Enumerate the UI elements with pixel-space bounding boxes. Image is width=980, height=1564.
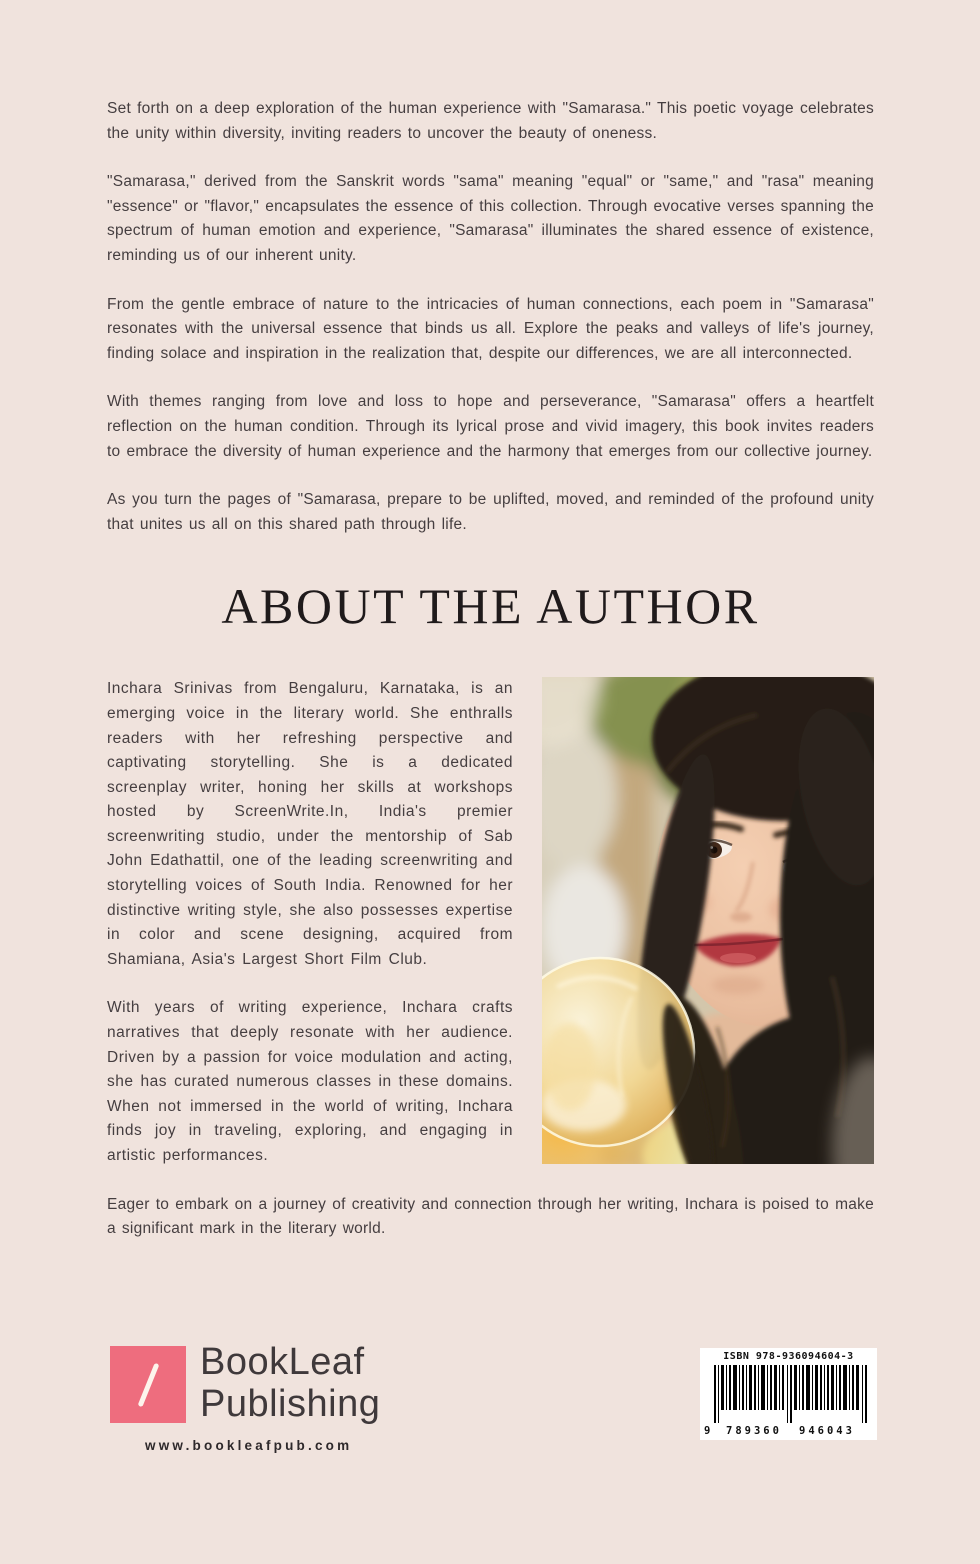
about-the-author-heading: ABOUT THE AUTHOR [221,578,760,635]
synopsis-paragraph: From the gentle embrace of nature to the intricacies of human connections, each poem in "Samarasa" resonates with the universal essence that binds us all. Explore the peaks and valleys of life's journey, finding solace and inspiration in the realization that, despite our differences, we are all interconnected. [107,295,874,362]
bio-paragraph: With years of writing experience, Inchara crafts narratives that deeply resonate with her audience. Driven by a passion for voice modulation and acting, she has curated numerous classes in these domains. When not immersed in the world of writing, Inchara finds joy in traveling, exploring, and engaging in artistic performances. [107,999,513,1164]
barcode-digits-group1: 789360 [726,1425,782,1437]
bookleaf-logo-mark [110,1346,186,1423]
publisher-name-line2: Publishing [200,1383,381,1425]
isbn-number: ISBN 978-936094604-3 [723,1351,854,1362]
synopsis-paragraph: "Samarasa," derived from the Sanskrit words "sama" meaning "equal" or "same," and "rasa" meaning "essence" or "flavor," encapsulates the essence of this collection. Through evocative verses spanning the spectrum of human emotion and experience, "Samarasa" illuminates the shared essence of existence, reminding us of our inherent unity. [107,173,874,264]
bio-paragraph: Inchara Srinivas from Bengaluru, Karnataka, is an emerging voice in the literary world. She enthralls readers with her refreshing perspective and captivating storytelling. She is a dedicated screenplay writer, honing her skills at workshops hosted by ScreenWrite.In, India's premier screenwriting studio, under the mentorship of Sab John Edathattil, one of the leading screenwriting and storytelling voices of South India. Renowned for her distinctive writing style, she also possesses expertise in color and scene designing, acquired from Shamiana, Asia's Largest Short Film Club. [107,680,513,968]
synopsis-paragraph: As you turn the pages of "Samarasa, prepare to be uplifted, moved, and reminded of the profound unity that unites us all on this shared path through life. [107,491,874,533]
synopsis-section [107,97,874,537]
slash-icon [137,1362,159,1407]
publisher-name-line1: BookLeaf [200,1341,365,1383]
synopsis-paragraph: With themes ranging from love and loss to hope and perseverance, "Samarasa" offers a heartfelt reflection on the human condition. Through its lyrical prose and vivid imagery, this book invites readers to embrace the diversity of human experience and the harmony that emerges from our collective journey. [107,393,874,460]
publisher-website: www.bookleafpub.com [145,1438,353,1453]
barcode-digit-left: 9 [704,1425,711,1437]
barcode-digits-group2: 946043 [799,1425,855,1437]
author-bio-row [107,677,874,1168]
synopsis-paragraph: Set forth on a deep exploration of the human experience with "Samarasa." This poetic voyage celebrates the unity within diversity, inviting readers to uncover the beauty of oneness. [107,100,874,142]
publisher-name [200,1341,380,1425]
isbn-barcode [700,1348,877,1440]
author-bio-text [107,677,513,1168]
closing-paragraph: Eager to embark on a journey of creativity and connection through her writing, Inchara is poised to make a significant mark in the literary world. [107,1195,874,1238]
author-photo [542,677,874,1164]
